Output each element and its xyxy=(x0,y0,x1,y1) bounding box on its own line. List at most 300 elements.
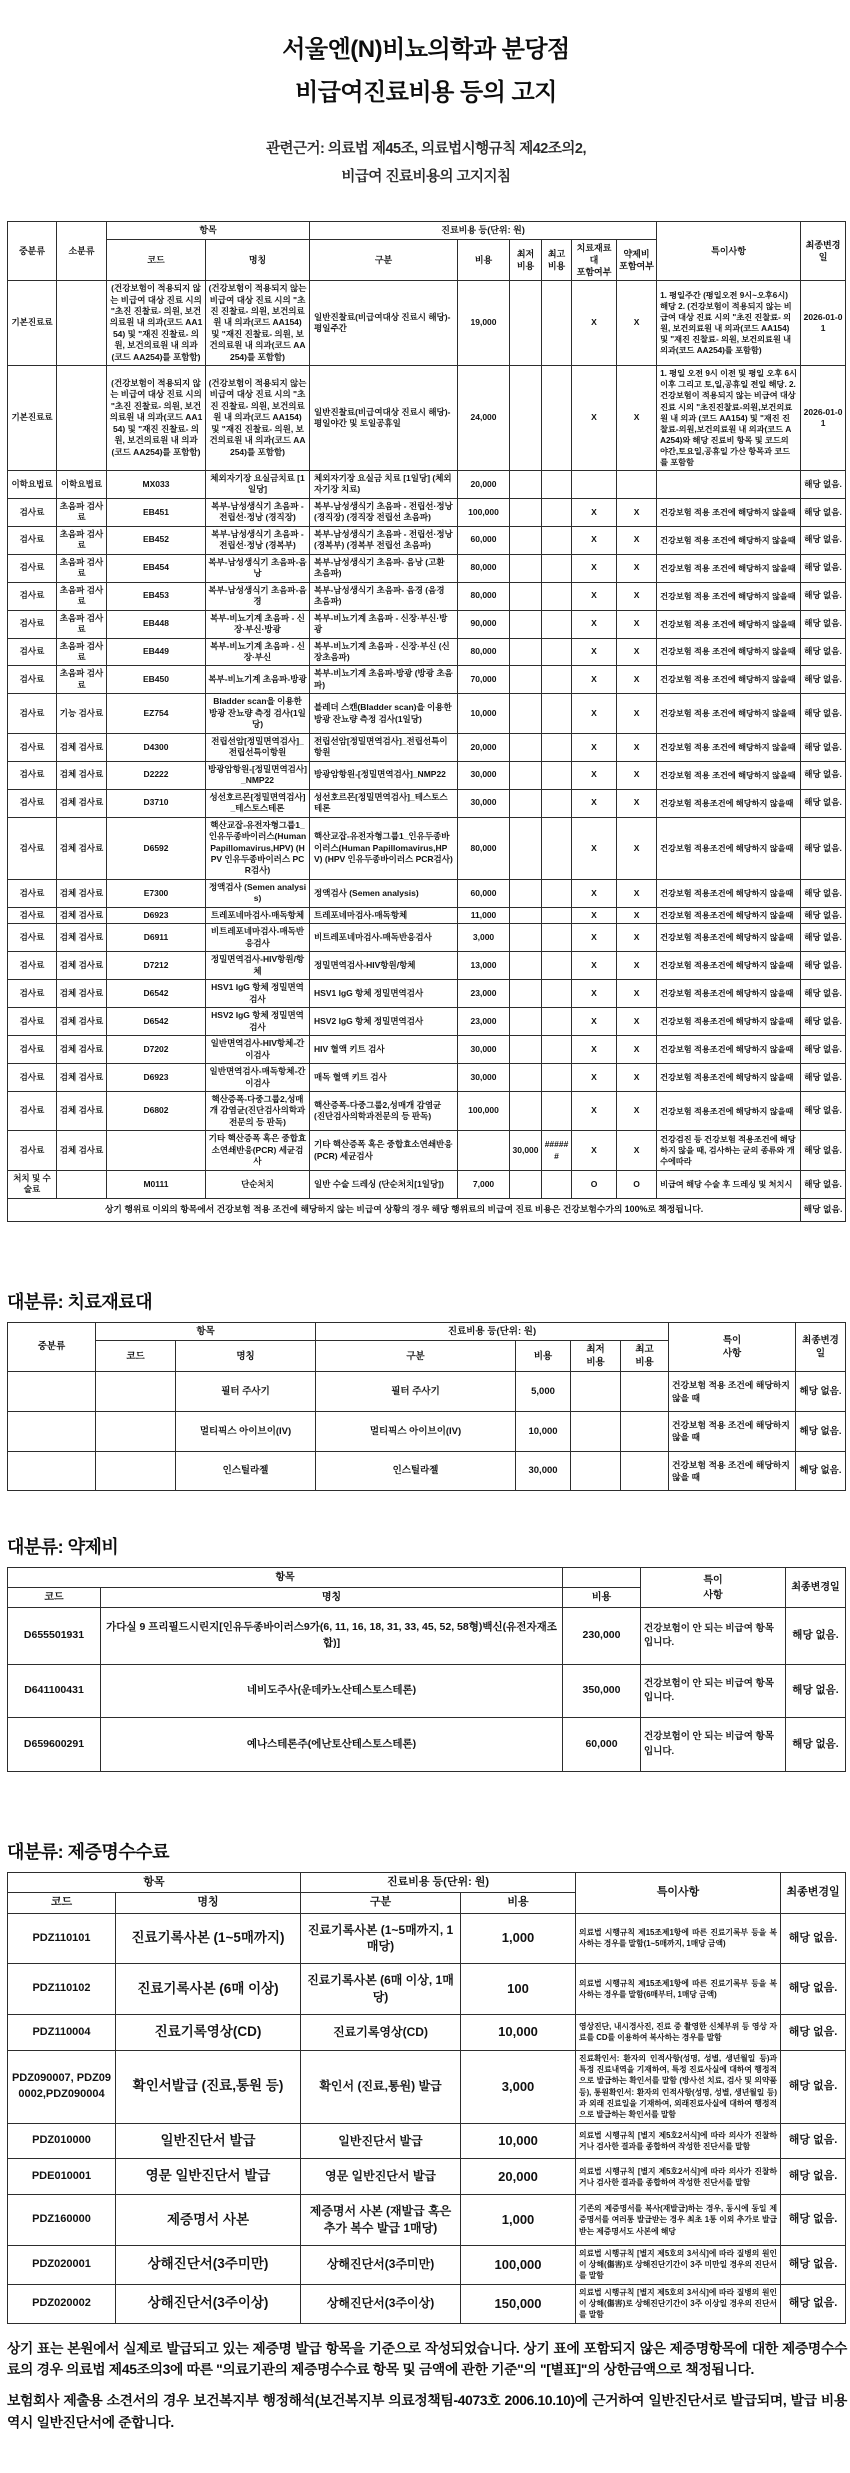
cell-name: 복부-남성생식기 초음파 -전립선·정낭 (경복부) xyxy=(206,526,310,554)
cell-division: 상해진단서(3주이상) xyxy=(301,2284,461,2323)
cell-max-cost xyxy=(542,281,572,366)
cell-note: 건강보험 적용 조건에 해당하지 않을때 xyxy=(657,733,801,761)
cell-min-cost xyxy=(571,1412,621,1452)
cell-min-cost xyxy=(510,789,542,817)
cell-drug-included: X xyxy=(617,610,657,638)
cell-drug-included: X xyxy=(617,366,657,471)
cell-subcategory: 검체 검사료 xyxy=(57,907,107,923)
cell-drug-included: X xyxy=(617,498,657,526)
cell-material-included: X xyxy=(572,694,617,733)
cell-material-included: X xyxy=(572,554,617,582)
col-max-cost: 최고 비용 xyxy=(542,239,572,280)
table-row xyxy=(8,789,846,817)
cell-last-changed: 해당 없음. xyxy=(801,907,846,923)
col-cost-spacer xyxy=(563,1568,641,1588)
cell-drug-included: X xyxy=(617,789,657,817)
cell-code: EB452 xyxy=(107,526,206,554)
cell-division: 핵산증폭-다중그룹2,성매개 감염균 (진단검사의학과전문의 등 판독) xyxy=(310,1091,458,1130)
cell-division: 일반 수술 드레싱 (단순처치[1일당]) xyxy=(310,1170,458,1198)
table-row xyxy=(8,817,846,879)
cell-min-cost xyxy=(510,1091,542,1130)
cell-material-included: X xyxy=(572,1131,617,1170)
cell-note: 의료법 시행규칙 [별지 제5호2서식]에 따라 의사가 진찰하거나 검사한 결과를 종합하여 작성한 진단서를 말함 xyxy=(576,2123,781,2159)
cell-max-cost xyxy=(542,924,572,952)
cell-subcategory: 검체 검사료 xyxy=(57,1036,107,1064)
col-category: 중분류 xyxy=(8,222,57,281)
cell-category: 검사료 xyxy=(8,610,57,638)
cell-code: D7212 xyxy=(107,952,206,980)
cell-note: 건강보험 적용조건에 해당하지 않을때 xyxy=(657,1064,801,1092)
cell-drug-included: X xyxy=(617,526,657,554)
cell-subcategory: 검체 검사료 xyxy=(57,1008,107,1036)
cell-subcategory: 초음파 검사료 xyxy=(57,666,107,694)
cell-name: 가다실 9 프리필드시린지[인유두종바이러스9가(6, 11, 16, 18, 31, 33, 45, 52, 58형)백신(유전자재조합)] xyxy=(101,1608,563,1665)
notice-title: 비급여진료비용 등의 고지 xyxy=(295,79,557,107)
cell-min-cost xyxy=(510,1008,542,1036)
cell-subcategory: 검체 검사료 xyxy=(57,952,107,980)
cell-division: 인스틸라젤 xyxy=(316,1451,516,1491)
cell-last-changed: 해당 없음. xyxy=(801,1008,846,1036)
cell-drug-included: X xyxy=(617,582,657,610)
cell-cost: 100,000 xyxy=(461,2245,576,2284)
cell-max-cost xyxy=(542,789,572,817)
cell-name: HSV2 IgG 항체 정밀면역검사 xyxy=(206,1008,310,1036)
cell-cost: 19,000 xyxy=(458,281,510,366)
drugs-table xyxy=(7,1567,846,1772)
cell-max-cost xyxy=(542,1008,572,1036)
cell-max-cost xyxy=(542,470,572,498)
cell-cost: 10,000 xyxy=(516,1412,571,1452)
cell-last-changed: 해당 없음. xyxy=(801,554,846,582)
col-max-cost: 최고 비용 xyxy=(621,1340,669,1372)
cell-last-changed: 해당 없음. xyxy=(801,1036,846,1064)
cell-code: EB450 xyxy=(107,666,206,694)
cell-name: 체외자기장 요실금치료 [1일당] xyxy=(206,470,310,498)
cell-division: 트레포네마검사-매독항체 xyxy=(310,907,458,923)
cell-material-included: X xyxy=(572,1008,617,1036)
cell-material-included: X xyxy=(572,879,617,907)
cell-name: 복부-비뇨기계 초음파 - 신장·부신 xyxy=(206,638,310,666)
cell-last-changed: 해당 없음. xyxy=(801,610,846,638)
cell-last-changed: 해당 없음. xyxy=(801,789,846,817)
cell-name: (건강보험이 적용되지 않는 비급여 대상 진료 시의 "초진 진찰료- 의원, 보건의료원 내 의과(코드 AA154) 및 "재진 진찰료- 의원, 보건의료원 내 의과(코드 AA254)를 포함함) xyxy=(206,366,310,471)
cell-cost: 30,000 xyxy=(458,1064,510,1092)
cell-note: 건강보험 적용 조건에 해당하지 않을때 xyxy=(657,554,801,582)
cell-max-cost xyxy=(542,907,572,923)
cell-cost: 60,000 xyxy=(458,526,510,554)
cell-code: D641100431 xyxy=(8,1664,101,1718)
cell-cost: 20,000 xyxy=(458,733,510,761)
cell-last-changed: 해당 없음. xyxy=(781,2050,846,2123)
table-row xyxy=(8,281,846,366)
cell-category: 검사료 xyxy=(8,1064,57,1092)
cell-last-changed: 해당 없음. xyxy=(781,2159,846,2195)
cell-category: 검사료 xyxy=(8,582,57,610)
cell-cost: 20,000 xyxy=(458,470,510,498)
cell-division: 일반진찰료(비급여대상 진료시 해당)-평일야간 및 토일공휴일 xyxy=(310,366,458,471)
cell-min-cost xyxy=(510,907,542,923)
col-last-changed: 최종변경일 xyxy=(786,1568,846,1608)
cell-code: D3710 xyxy=(107,789,206,817)
cell-min-cost xyxy=(510,554,542,582)
cell-division: 영문 일반진단서 발급 xyxy=(301,2159,461,2195)
cell-category: 검사료 xyxy=(8,879,57,907)
col-last-changed: 최종변경일 xyxy=(781,1872,846,1913)
cell-note: 건강보험 적용 조건에 해당하지 않을때 xyxy=(657,582,801,610)
cell-material-included: X xyxy=(572,1064,617,1092)
cell-division: 블레더 스캔(Bladder scan)을 이용한 방광 잔뇨량 측정 검사(1일당) xyxy=(310,694,458,733)
cell-last-changed: 해당 없음. xyxy=(781,2123,846,2159)
cell-min-cost xyxy=(510,281,542,366)
col-drug-included: 약제비 포함여부 xyxy=(617,239,657,280)
cell-drug-included: X xyxy=(617,1036,657,1064)
cell-subcategory xyxy=(57,1170,107,1198)
cell-drug-included: X xyxy=(617,694,657,733)
cell-division: 복부-남성생식기 초음파- 음경 (음경 초음파) xyxy=(310,582,458,610)
cell-division: 매독 혈액 키트 검사 xyxy=(310,1064,458,1092)
cell-category: 검사료 xyxy=(8,666,57,694)
cell-cost: 3,000 xyxy=(461,2050,576,2123)
cell-last-changed: 해당 없음. xyxy=(801,1091,846,1130)
cell-note: 건강검진 등 건강보험 적용조건에 해당하지 않을 때, 검사하는 균의 종류와 개수에따라 xyxy=(657,1131,801,1170)
materials-table xyxy=(7,1322,846,1492)
cell-division: HSV1 IgG 항체 정밀면역검사 xyxy=(310,980,458,1008)
cell-cost: 1,000 xyxy=(461,1913,576,1964)
cell-name: 복부-남성생식기 초음파-음낭 xyxy=(206,554,310,582)
cell-name: 핵산교잡-유전자형그룹1_인유두종바이러스(Human Papillomavirus,HPV) (HPV 인유두종바이러스 PCR검사) xyxy=(206,817,310,879)
cell-cost: 60,000 xyxy=(458,879,510,907)
cell-last-changed: 해당 없음. xyxy=(796,1372,846,1412)
cell-max-cost xyxy=(542,733,572,761)
cell-category xyxy=(8,1372,96,1412)
cell-drug-included: O xyxy=(617,1170,657,1198)
cell-category: 검사료 xyxy=(8,638,57,666)
table-row xyxy=(8,582,846,610)
table-row xyxy=(8,2159,846,2195)
cell-code: E7300 xyxy=(107,879,206,907)
cell-last-changed: 해당 없음. xyxy=(801,980,846,1008)
cell-material-included xyxy=(572,470,617,498)
cell-division: 복부-비뇨기계 초음파 - 신장·부신·방광 xyxy=(310,610,458,638)
cell-min-cost xyxy=(510,733,542,761)
cell-cost xyxy=(458,1131,510,1170)
cell-note: 의료법 시행규칙 [별지 제5호2서식]에 따라 의사가 진찰하거나 검사한 결과를 종합하여 작성한 진단서를 말함 xyxy=(576,2159,781,2195)
main-fee-table xyxy=(7,221,846,1221)
header-row-group xyxy=(8,1322,846,1340)
cell-note: 건강보험이 안 되는 비급여 항목입니다. xyxy=(641,1718,786,1772)
cell-drug-included: X xyxy=(617,666,657,694)
cell-subcategory: 초음파 검사료 xyxy=(57,638,107,666)
cell-drug-included: X xyxy=(617,924,657,952)
cell-division: HIV 혈액 키트 검사 xyxy=(310,1036,458,1064)
cell-code: D6911 xyxy=(107,924,206,952)
cell-last-changed: 해당 없음. xyxy=(801,526,846,554)
cell-max-cost xyxy=(542,366,572,471)
cell-last-changed: 해당 없음. xyxy=(801,470,846,498)
cell-cost: 24,000 xyxy=(458,366,510,471)
table-row xyxy=(8,1372,846,1412)
cell-code: D6802 xyxy=(107,1091,206,1130)
col-note: 특이사항 xyxy=(576,1872,781,1913)
cell-min-cost xyxy=(510,1170,542,1198)
cell-cost: 30,000 xyxy=(458,761,510,789)
table-row xyxy=(8,924,846,952)
cell-subcategory: 초음파 검사료 xyxy=(57,582,107,610)
cell-max-cost xyxy=(542,638,572,666)
cell-division: 복부-남성생식기 초음파- 음낭 (고환 초음파) xyxy=(310,554,458,582)
cell-name: 일반면역검사-매독항체-간이검사 xyxy=(206,1064,310,1092)
col-cost: 비용 xyxy=(563,1588,641,1608)
cell-category: 검사료 xyxy=(8,554,57,582)
legal-basis-line2: 비급여 진료비용의 고지지침 xyxy=(341,168,511,185)
cell-material-included: X xyxy=(572,366,617,471)
cell-max-cost xyxy=(542,498,572,526)
cell-note: 의료법 시행규칙 제15조제1항에 따른 진료기록부 등을 복사하는 경우를 말함(6매부터, 1매당 금액) xyxy=(576,1964,781,2015)
table-row xyxy=(8,1451,846,1491)
cell-material-included: X xyxy=(572,1091,617,1130)
cell-name: 성선호르몬[정밀면역검사]_테스토스테론 xyxy=(206,789,310,817)
cell-code: PDZ010000 xyxy=(8,2123,116,2159)
cell-category: 검사료 xyxy=(8,1131,57,1170)
bottom-notes xyxy=(7,2338,847,2434)
cell-note: 건강보험이 안 되는 비급여 항목입니다. xyxy=(641,1608,786,1665)
cell-category: 검사료 xyxy=(8,694,57,733)
cell-last-changed: 해당 없음. xyxy=(801,1131,846,1170)
cell-last-changed: 해당 없음. xyxy=(801,924,846,952)
cell-code: D6923 xyxy=(107,1064,206,1092)
cell-note: 건강보험 적용조건에 해당하지 않을때 xyxy=(657,1091,801,1130)
bottom-note-2: 보험회사 제출용 소견서의 경우 보건복지부 행정해석(보건복지부 의료정책팀-4073호 2006.10.10)에 근거하여 일반진단서로 발급되며, 발급 비용 역시 일반진단서에 준합니다. xyxy=(7,2393,847,2430)
table-row xyxy=(8,1412,846,1452)
cell-max-cost xyxy=(542,1036,572,1064)
cell-last-changed: 해당 없음. xyxy=(786,1608,846,1665)
col-category: 중분류 xyxy=(8,1322,96,1372)
table-row xyxy=(8,1608,846,1665)
cell-cost: 80,000 xyxy=(458,554,510,582)
cell-material-included: X xyxy=(572,980,617,1008)
cell-note: 건강보험 적용 조건에 해당하지 않을때 xyxy=(657,761,801,789)
cell-code: D659600291 xyxy=(8,1718,101,1772)
cell-subcategory: 검체 검사료 xyxy=(57,1131,107,1170)
cell-cost: 5,000 xyxy=(516,1372,571,1412)
cell-name: (건강보험이 적용되지 않는 비급여 대상 진료 시의 "초진 진찰료- 의원, 보건의료원 내 의과(코드 AA154) 및 "재진 진찰료- 의원, 보건의료원 내 의과(코드 AA254)를 포함함) xyxy=(206,281,310,366)
cell-code: M0111 xyxy=(107,1170,206,1198)
cell-category: 검사료 xyxy=(8,733,57,761)
cell-cost: 23,000 xyxy=(458,980,510,1008)
cell-max-cost xyxy=(542,526,572,554)
cell-division: 복부-남성생식기 초음파 - 전립선·정낭 (경복부) (경복부 전립선 초음파) xyxy=(310,526,458,554)
col-cost: 비용 xyxy=(516,1340,571,1372)
cell-last-changed: 해당 없음. xyxy=(801,666,846,694)
cell-code: PDZ110101 xyxy=(8,1913,116,1964)
cell-note xyxy=(657,470,801,498)
cell-cost: 10,000 xyxy=(458,694,510,733)
cell-division: 성선호르몬[정밀면역검사]_테스토스테론 xyxy=(310,789,458,817)
table-row xyxy=(8,526,846,554)
cell-material-included: X xyxy=(572,666,617,694)
cell-code: PDE010001 xyxy=(8,2159,116,2195)
cell-category: 검사료 xyxy=(8,1091,57,1130)
cell-code: EB453 xyxy=(107,582,206,610)
table-row xyxy=(8,952,846,980)
cell-drug-included: X xyxy=(617,952,657,980)
cell-note: 건강보험 적용 조건에 해당하지 않을때 xyxy=(657,694,801,733)
cell-note: 의료법 시행규칙 제15조제1항에 따른 진료기록부 등을 복사하는 경우를 말함(1~5매까지, 1매당 금액) xyxy=(576,1913,781,1964)
cell-last-changed: 해당 없음. xyxy=(801,952,846,980)
col-code: 코드 xyxy=(107,239,206,280)
cell-cost: 10,000 xyxy=(461,2123,576,2159)
cell-min-cost xyxy=(510,526,542,554)
cell-name: 트레포네마검사-매독항체 xyxy=(206,907,310,923)
cell-last-changed: 해당 없음. xyxy=(801,582,846,610)
cell-max-cost xyxy=(542,761,572,789)
cell-note: 건강보험 적용조건에 해당하지 않을때 xyxy=(657,924,801,952)
cell-division: 정밀면역검사-HIV항원/항체 xyxy=(310,952,458,980)
cell-division: 필터 주사기 xyxy=(316,1372,516,1412)
table-row xyxy=(8,1064,846,1092)
cell-code: EB451 xyxy=(107,498,206,526)
col-item-group: 항목 xyxy=(8,1872,301,1892)
cell-division: 진료기록사본 (6매 이상, 1매당) xyxy=(301,1964,461,2015)
cell-note: 건강보험이 안 되는 비급여 항목입니다. xyxy=(641,1664,786,1718)
cell-cost: 30,000 xyxy=(458,789,510,817)
section-title-drugs: 대분류: 약제비 xyxy=(7,1537,119,1558)
cell-cost: 100,000 xyxy=(458,498,510,526)
cell-code xyxy=(107,1131,206,1170)
cell-division: 핵산교잡-유전자형그룹1_인유두종바이러스(Human Papillomavirus,HPV) (HPV 인유두종바이러스 PCR검사) xyxy=(310,817,458,879)
cell-category: 기본진료료 xyxy=(8,281,57,366)
cell-name: 네비도주사(운데카노산테스토스테론) xyxy=(101,1664,563,1718)
cell-code: EB448 xyxy=(107,610,206,638)
cell-name: 진료기록영상(CD) xyxy=(116,2014,301,2050)
cell-code: PDZ090007, PDZ090002,PDZ090004 xyxy=(8,2050,116,2123)
cell-last-changed: 해당 없음. xyxy=(801,694,846,733)
cell-note: 진료확인서: 환자의 인적사항(성명, 성별, 생년월일 등)과 특정 진료내역을 기재하여, 특정 진료사실에 대하여 행정적으로 발급하는 확인서를 말함 (방사선 치료, 검사 및 의약품 등), 통원확인서: 환자의 인적사항(성명, 성별, 생년월일 등)과 외래 진료일을 기재하여, 외래진료사실에 대하여 행정적으로 발급하는 확인서를 말함 xyxy=(576,2050,781,2123)
cell-material-included: X xyxy=(572,281,617,366)
cell-name: 비트레포네마검사-매독반응검사 xyxy=(206,924,310,952)
cell-name: 예나스테론주(에난토산테스토스테론) xyxy=(101,1718,563,1772)
cell-cost: 20,000 xyxy=(461,2159,576,2195)
cell-cost: 90,000 xyxy=(458,610,510,638)
col-min-cost: 최저 비용 xyxy=(571,1340,621,1372)
cell-name: 일반면역검사-HIV항체-간이검사 xyxy=(206,1036,310,1064)
table-row xyxy=(8,1664,846,1718)
cell-name: 방광암항원-[정밀면역검사]_NMP22 xyxy=(206,761,310,789)
cell-name: 복부-남성생식기 초음파 -전립선·정낭 (경직장) xyxy=(206,498,310,526)
cell-code xyxy=(96,1451,176,1491)
cell-name: 일반진단서 발급 xyxy=(116,2123,301,2159)
cell-last-changed: 해당 없음. xyxy=(781,1913,846,1964)
cell-note: 건강보험 적용 조건에 해당하지 않을때 xyxy=(657,610,801,638)
col-name: 명칭 xyxy=(176,1340,316,1372)
clinic-name: 서울엔(N)비뇨의학과 분당점 xyxy=(282,36,570,63)
col-note: 특이 사항 xyxy=(641,1568,786,1608)
cell-material-included: X xyxy=(572,817,617,879)
col-code: 코드 xyxy=(8,1588,101,1608)
cell-material-included: X xyxy=(572,1036,617,1064)
cell-last-changed: 해당 없음. xyxy=(781,2195,846,2246)
table-row xyxy=(8,1036,846,1064)
col-code: 코드 xyxy=(8,1893,116,1913)
col-name: 명칭 xyxy=(101,1588,563,1608)
cell-drug-included: X xyxy=(617,879,657,907)
cell-note: 건강보험 적용 조건에 해당하지 않을 때 xyxy=(669,1412,796,1452)
cell-category: 검사료 xyxy=(8,1008,57,1036)
cell-subcategory: 검체 검사료 xyxy=(57,761,107,789)
table-row xyxy=(8,1913,846,1964)
cell-material-included: X xyxy=(572,761,617,789)
cell-name: 멀티픽스 아이브이(IV) xyxy=(176,1412,316,1452)
cell-name: 인스틸라젤 xyxy=(176,1451,316,1491)
cell-division: 진료기록사본 (1~5매까지, 1매당) xyxy=(301,1913,461,1964)
col-last-changed: 최종변경일 xyxy=(801,222,846,281)
table-row xyxy=(8,498,846,526)
cell-category: 검사료 xyxy=(8,789,57,817)
cell-material-included: O xyxy=(572,1170,617,1198)
cell-note: 기존의 제증명서를 복사(재발급)하는 경우, 동시에 동일 제증명서를 여러통 발급받는 경우 최초 1통 이외 추가로 발급받는 제증명서도 사본에 해당 xyxy=(576,2195,781,2246)
cell-subcategory: 검체 검사료 xyxy=(57,980,107,1008)
cell-category: 검사료 xyxy=(8,498,57,526)
cell-cost: 23,000 xyxy=(458,1008,510,1036)
cell-note: 건강보험 적용 조건에 해당하지 않을때 xyxy=(657,666,801,694)
cell-subcategory: 검체 검사료 xyxy=(57,817,107,879)
cell-last-changed: 해당 없음. xyxy=(781,2245,846,2284)
cell-name: 복부-남성생식기 초음파-음경 xyxy=(206,582,310,610)
cell-code: PDZ020002 xyxy=(8,2284,116,2323)
cell-cost: 70,000 xyxy=(458,666,510,694)
col-item-group: 항목 xyxy=(107,222,310,239)
cell-subcategory xyxy=(57,281,107,366)
cell-note: 건강보험 적용조건에 해당하지 않을때 xyxy=(657,1008,801,1036)
table-row xyxy=(8,638,846,666)
cell-category: 검사료 xyxy=(8,924,57,952)
cell-max-cost xyxy=(542,980,572,1008)
cell-min-cost xyxy=(510,980,542,1008)
cell-code xyxy=(96,1412,176,1452)
cell-material-included: X xyxy=(572,526,617,554)
cell-note: 건강보험 적용조건에 해당하지 않을때 xyxy=(657,980,801,1008)
cell-max-cost: ###### xyxy=(542,1131,572,1170)
cell-material-included: X xyxy=(572,924,617,952)
cell-division: 멀티픽스 아이브이(IV) xyxy=(316,1412,516,1452)
table-row xyxy=(8,1964,846,2015)
cell-division: HSV2 IgG 항체 정밀면역검사 xyxy=(310,1008,458,1036)
col-cost: 비용 xyxy=(461,1893,576,1913)
cell-note: 건강보험 적용 조건에 해당하지 않을때 xyxy=(657,526,801,554)
cell-category: 이학요법료 xyxy=(8,470,57,498)
cell-name: 핵산증폭-다중그룹2,성매개 감염균(진단검사의학과전문의 등 판독) xyxy=(206,1091,310,1130)
cell-code: D2222 xyxy=(107,761,206,789)
header-row-group xyxy=(8,1568,846,1588)
cell-cost: 10,000 xyxy=(461,2014,576,2050)
cell-min-cost xyxy=(510,638,542,666)
cell-category: 검사료 xyxy=(8,980,57,1008)
cell-max-cost xyxy=(621,1451,669,1491)
cell-name: 진료기록사본 (6매 이상) xyxy=(116,1964,301,2015)
cell-last-changed: 해당 없음. xyxy=(801,638,846,666)
table-row xyxy=(8,470,846,498)
table-row xyxy=(8,1091,846,1130)
cell-note: 건강보험 적용조건에 해당하지 않을때 xyxy=(657,789,801,817)
cell-code: PDZ110102 xyxy=(8,1964,116,2015)
col-division: 구분 xyxy=(301,1893,461,1913)
cell-max-cost xyxy=(542,610,572,638)
cell-cost: 80,000 xyxy=(458,638,510,666)
cell-note: 비급여 해당 수술 후 드레싱 및 처치시 xyxy=(657,1170,801,1198)
col-division: 구분 xyxy=(310,239,458,280)
table-row xyxy=(8,610,846,638)
cell-category: 검사료 xyxy=(8,952,57,980)
